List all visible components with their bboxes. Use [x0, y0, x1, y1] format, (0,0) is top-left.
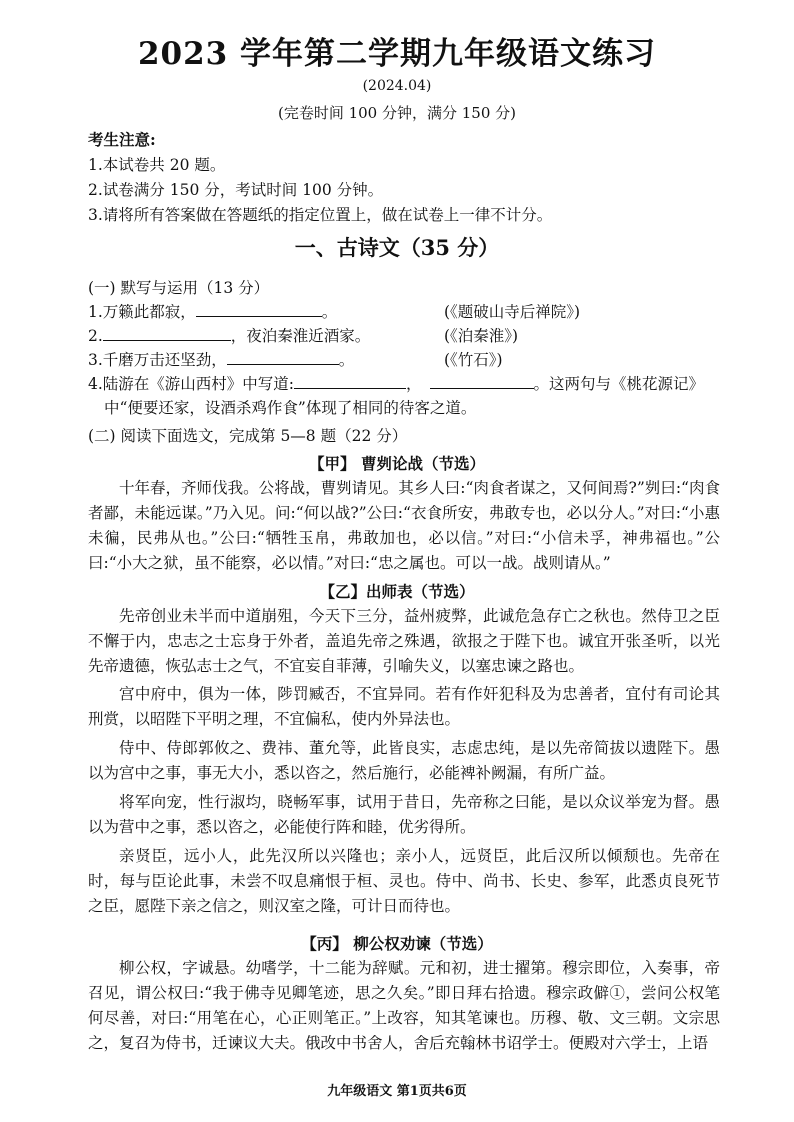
q1-source: (《题破山寺后禅院》): [444, 303, 581, 321]
q1-end: 。: [321, 303, 338, 321]
exam-date: (2024.04): [362, 78, 432, 94]
q3-source: (《竹石》): [444, 351, 503, 369]
q2-blank[interactable]: [103, 326, 231, 341]
question-2: [88, 324, 370, 346]
q4-blank-1[interactable]: [294, 374, 406, 389]
part1-title: (一) 默写与运用（13 分）: [88, 279, 270, 297]
section-title: 一、古诗文（35 分）: [294, 235, 500, 260]
passage-b-paragraph-3: 侍中、侍郎郭攸之、费祎、董允等，此皆良实，志虑忠纯，是以先帝简拔以遗陛下。愚以为宫中之事，事无大小，悉以咨之，然后施行，必能裨补阙漏，有所广益。: [88, 739, 720, 782]
passage-a-text: 十年春，齐师伐我。公将战，曹刿请见。其乡人曰:“肉食者谋之，又何间焉?”刿曰:“肉食者鄙，未能远谋。”乃入见。问:“何以战?”公曰:“衣食所安，弗敢专也，必以分人。”对曰:“小惠未徧，民弗从也。”公曰:“牺牲玉帛，弗敢加也，必以信。”对曰:“小信未孚，神弗福也。”公曰:“小大之狱，虽不能察，必以情。”对曰:“忠之属也。可以一战。战则请从。”: [88, 479, 720, 572]
question-4: [88, 372, 704, 394]
question-3: [88, 348, 354, 370]
exam-time-note: (完卷时间 100 分钟，满分 150 分): [277, 104, 517, 122]
notice-item-2: 2.试卷满分 150 分，考试时间 100 分钟。: [88, 181, 384, 199]
q1-blank[interactable]: [196, 302, 322, 317]
q4-line-2: 中“便要还家，设酒杀鸡作食”体现了相同的待客之道。: [104, 399, 477, 417]
q4-comma: ，: [406, 375, 422, 393]
q2-num: 2.: [88, 327, 103, 345]
q3-end: 。: [338, 351, 355, 369]
q2-source: (《泊秦淮》): [444, 327, 519, 345]
q4-text-2: 。这两句与《桃花源记》: [533, 375, 705, 393]
passage-b-paragraph-1: 先帝创业未半而中道崩殂，今天下三分，益州疲弊，此诚危急存亡之秋也。然侍卫之臣不懈于内，忠志之士忘身于外者，盖追先帝之殊遇，欲报之于陛下也。诚宜开张圣听，以光先帝遗德，恢弘志士之气，不宜妄自菲薄，引喻失义，以塞忠谏之路也。: [88, 607, 720, 675]
q4-blank-2[interactable]: [430, 374, 534, 389]
q1-text: 1.万籁此都寂，: [88, 303, 196, 321]
q2-text: ，夜泊秦淮近酒家。: [230, 327, 371, 345]
exam-title: 2023 学年第二学期九年级语文练习: [137, 36, 657, 72]
notice-item-3: 3.请将所有答案做在答题纸的指定位置上，做在试卷上一律不计分。: [88, 206, 553, 224]
q3-blank[interactable]: [227, 350, 339, 365]
passage-b-paragraph-2: 宫中府中，俱为一体，陟罚臧否，不宜异同。若有作奸犯科及为忠善者，宜付有司论其刑赏，以昭陛下平明之理，不宜偏私，使内外异法也。: [88, 685, 720, 728]
part2-title: (二) 阅读下面选文，完成第 5—8 题（22 分）: [88, 427, 408, 445]
passage-a-title: 【甲】 曹刿论战（节选）: [309, 454, 485, 473]
q4-text: 4.陆游在《游山西村》中写道:: [88, 375, 295, 393]
passage-b-paragraph-5: 亲贤臣，远小人，此先汉所以兴隆也；亲小人，远贤臣，此后汉所以倾颓也。先帝在时，每与臣论此事，未尝不叹息痛恨于桓、灵也。侍中、尚书、长史、参军，此悉贞良死节之臣，愿陛下亲之信之，则汉室之隆，可计日而待也。: [88, 847, 720, 915]
passage-b-paragraph-4: 将军向宠，性行淑均，晓畅军事，试用于昔日，先帝称之曰能，是以众议举宠为督。愚以为营中之事，悉以咨之，必能使行阵和睦，优劣得所。: [88, 793, 720, 836]
passage-b-title: 【乙】出师表（节选）: [319, 582, 475, 601]
notice-item-1: 1.本试卷共 20 题。: [88, 156, 226, 174]
passage-c-title: 【丙】 柳公权劝谏（节选）: [301, 934, 493, 953]
question-1: [88, 300, 337, 322]
passage-c-text: 柳公权，字诚悬。幼嗜学，十二能为辞赋。元和初，进士擢第。穆宗即位，入奏事，帝召见，谓公权曰:“我于佛寺见卿笔迹，思之久矣。”即日拜右拾遗。穆宗政僻①，尝问公权笔何尽善，对曰:“用笔在心，心正则笔正。”上改容，知其笔谏也。历穆、敬、文三朝。文宗思之，复召为侍书，迁谏议大夫。俄改中书舍人，舍后充翰林书诏学士。便殿对六学士，上语: [88, 959, 720, 1052]
page-footer: 九年级语文 第1页共6页: [327, 1084, 467, 1099]
notice-heading: 考生注意:: [88, 130, 156, 149]
q3-text: 3.千磨万击还坚劲，: [88, 351, 227, 369]
